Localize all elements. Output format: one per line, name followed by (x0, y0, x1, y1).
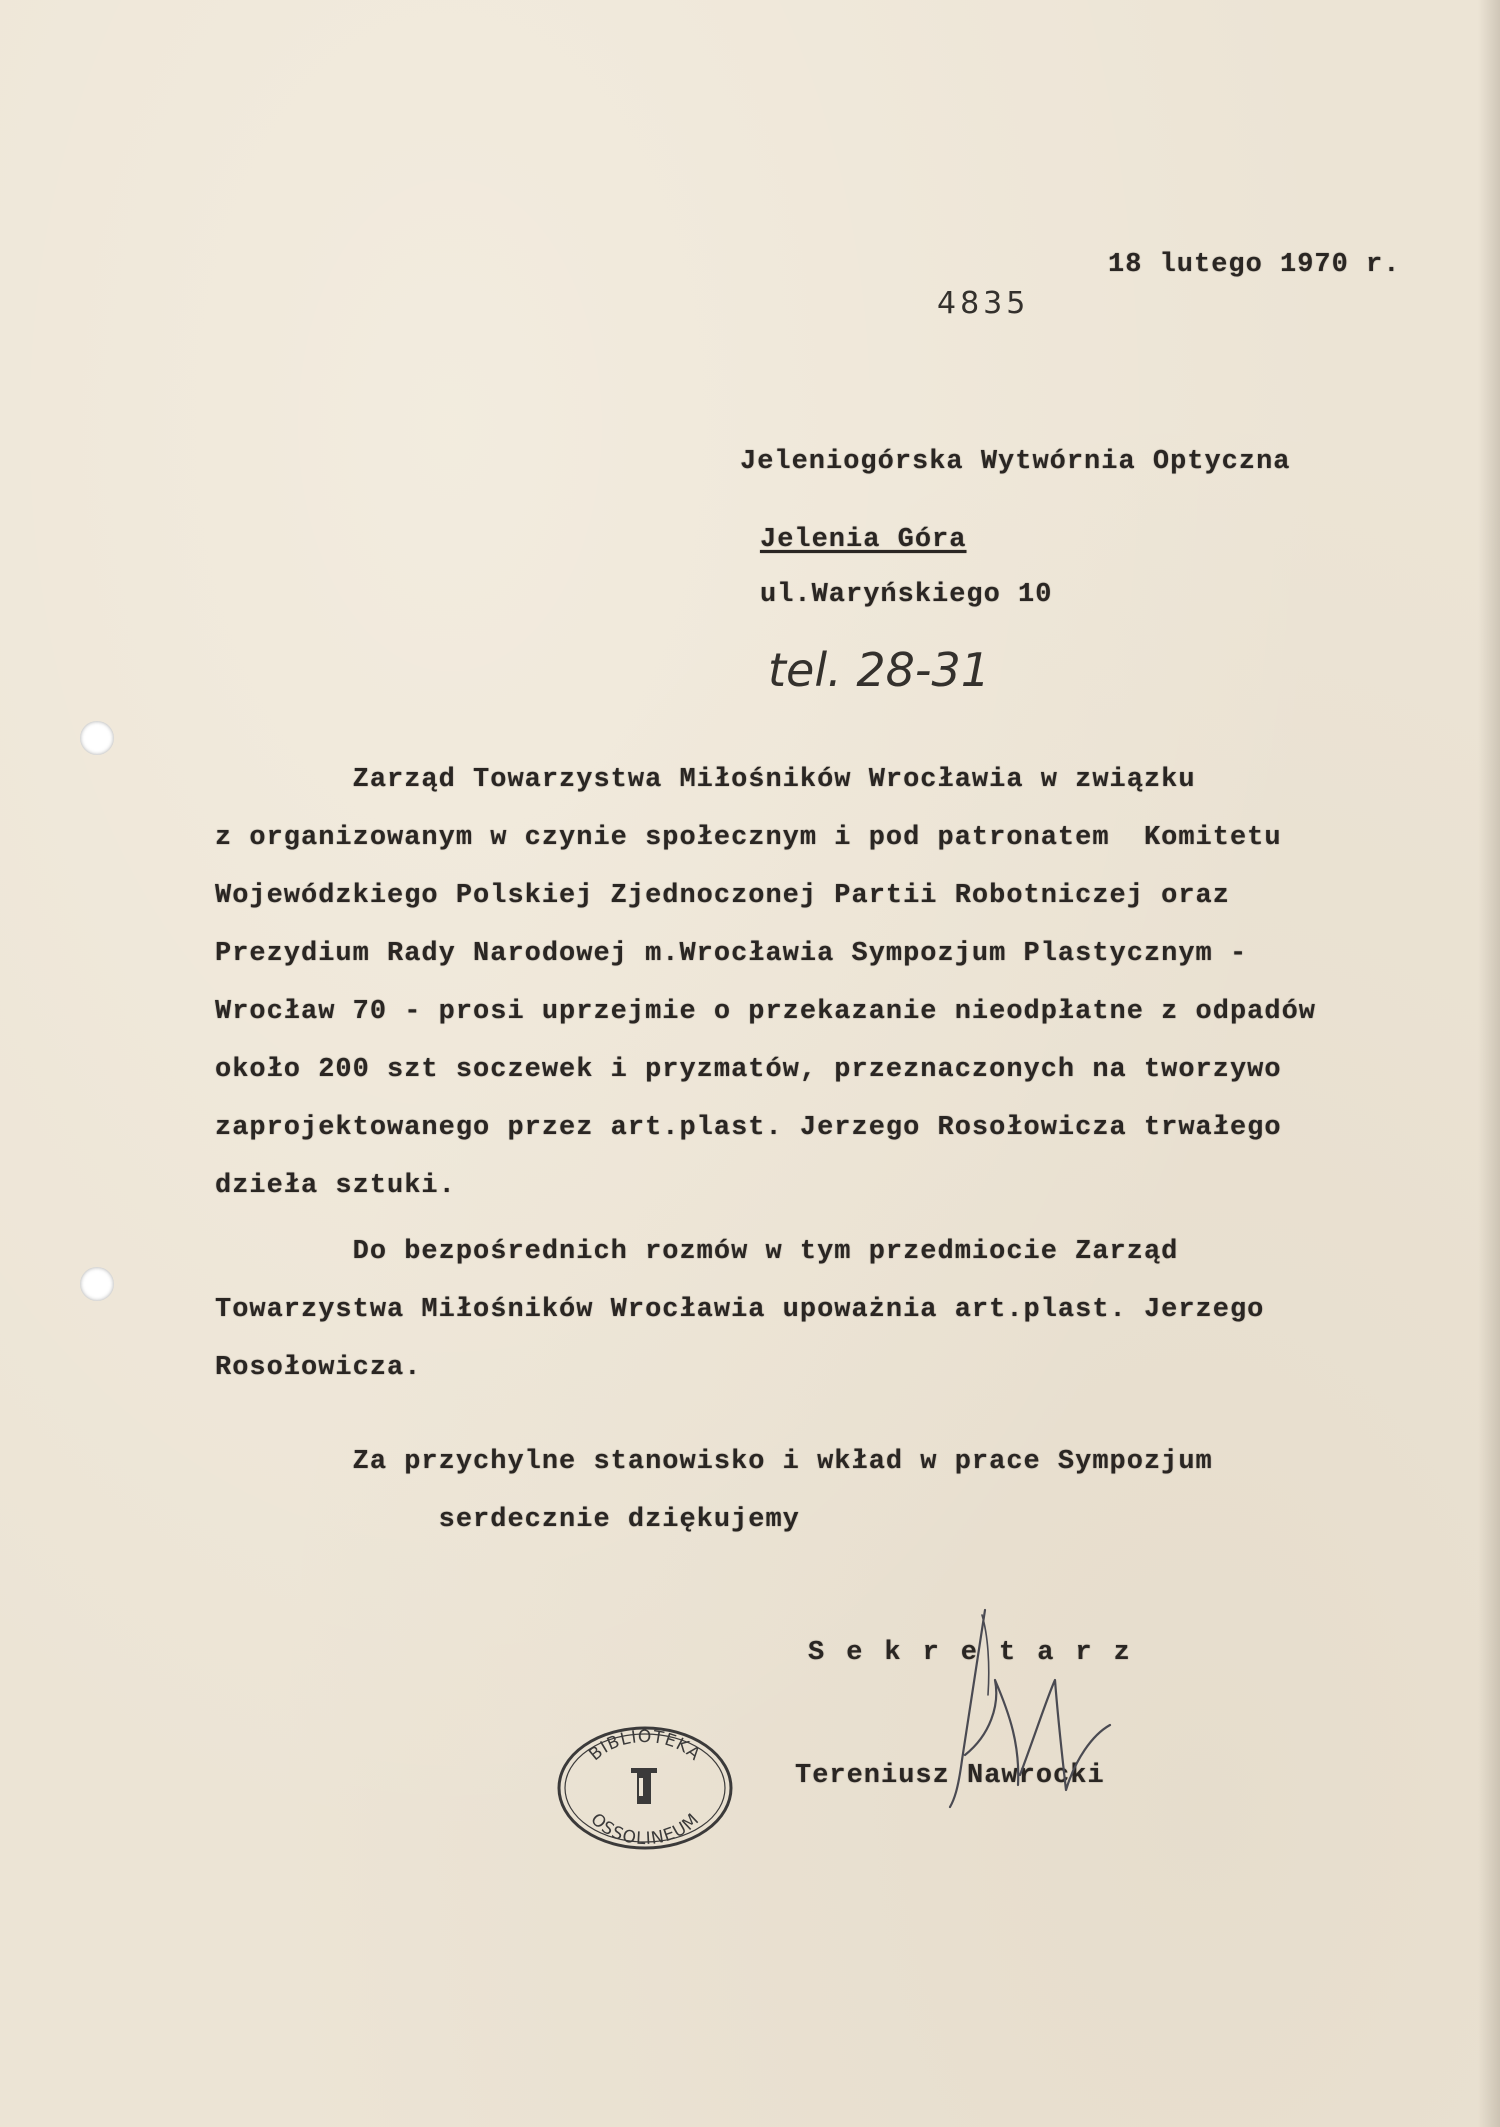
signatory-name: Tereniusz Nawrocki (795, 1761, 1105, 1791)
recipient-name: Jeleniogórska Wytwórnia Optyczna (740, 447, 1291, 477)
closing-line: Za przychylne stanowisko i wkład w prace Sympozjum (215, 1447, 1213, 1477)
recipient-city: Jelenia Góra (760, 525, 967, 555)
stamp-top-text: BIBLIOTEKA (585, 1726, 705, 1766)
body-line: z organizowanym w czynie społecznym i pod patronatem Komitetu (215, 823, 1282, 853)
body-line: około 200 szt soczewek i pryzmatów, przeznaczonych na tworzywo (215, 1055, 1282, 1085)
stamp-bottom-text: OSSOLINEUM (586, 1809, 704, 1850)
handwritten-signature-icon (870, 1585, 1170, 1825)
closing-line: serdecznie dziękujemy (215, 1505, 800, 1535)
body-line: Towarzystwa Miłośników Wrocławia upoważnia art.plast. Jerzego (215, 1295, 1265, 1325)
paper-edge-shadow (1478, 0, 1500, 2127)
letter-date: 18 lutego 1970 r. (1108, 250, 1401, 280)
body-line: dzieła sztuki. (215, 1171, 456, 1201)
body-line: Wojewódzkiego Polskiej Zjednoczonej Partii Robotniczej oraz (215, 881, 1230, 911)
punch-hole-lower (80, 1267, 114, 1301)
signatory-title: Sekretarz (808, 1638, 1152, 1668)
recipient-street: ul.Waryńskiego 10 (760, 580, 1053, 610)
recipient-phone-handwritten: tel. 28-31 (768, 643, 991, 697)
body-line: zaprojektowanego przez art.plast. Jerzego Rosołowicza trwałego (215, 1113, 1282, 1143)
body-line: Zarząd Towarzystwa Miłośników Wrocławia w związku (215, 765, 1196, 795)
punch-hole-upper (80, 721, 114, 755)
body-line: Do bezpośrednich rozmów w tym przedmiocie Zarząd (215, 1237, 1179, 1267)
library-stamp-icon (553, 1722, 737, 1852)
body-line: Rosołowicza. (215, 1353, 422, 1383)
reference-number: 4835 (937, 286, 1030, 321)
body-line: Prezydium Rady Narodowej m.Wrocławia Sympozjum Plastycznym - (215, 939, 1248, 969)
body-line: Wrocław 70 - prosi uprzejmie o przekazanie nieodpłatne z odpadów (215, 997, 1316, 1027)
